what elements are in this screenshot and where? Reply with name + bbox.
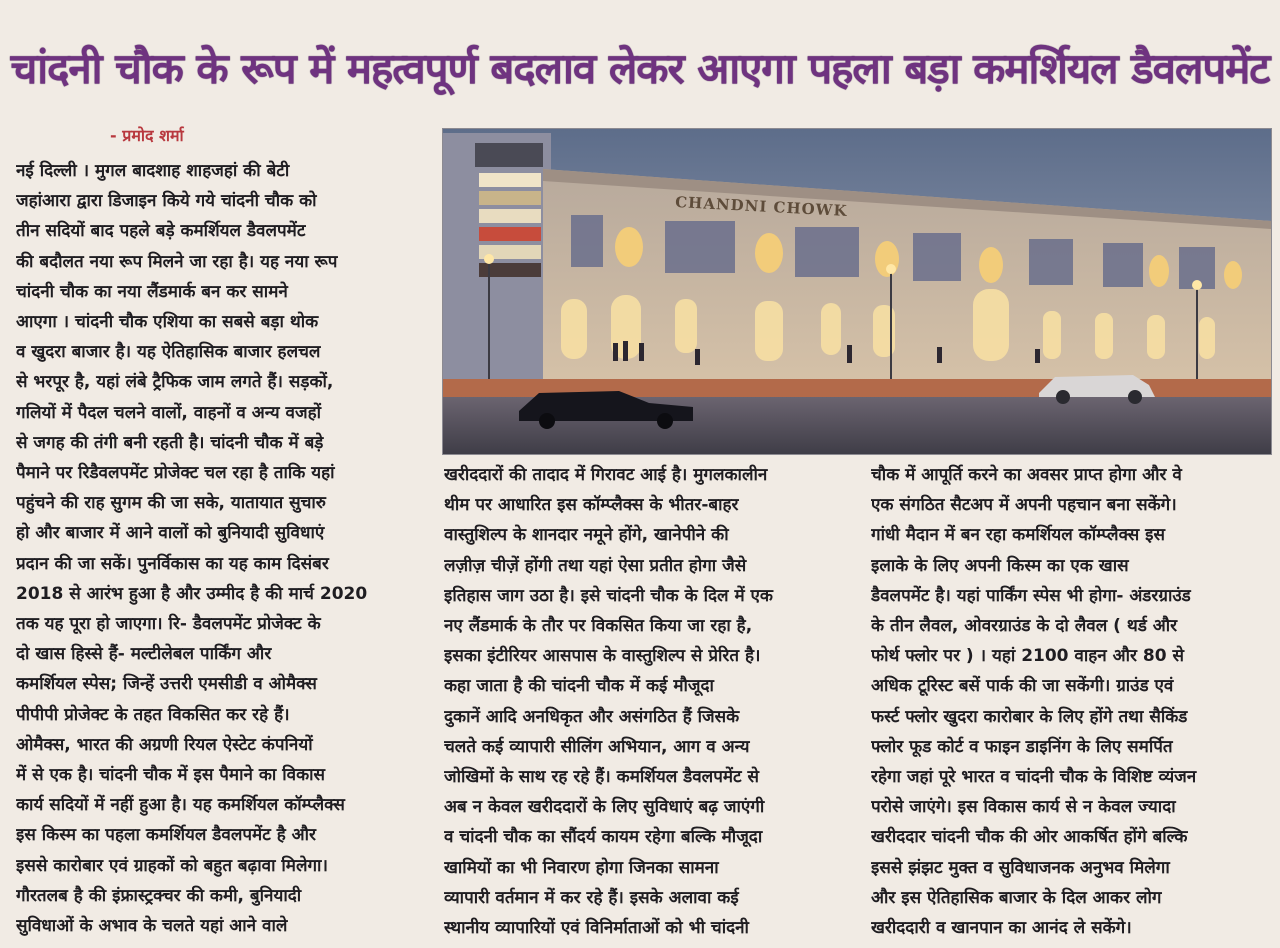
headline-container	[8, 22, 1272, 112]
text-line: इलाके के लिए अपनी किस्म का एक खास	[871, 555, 1129, 576]
text-line: की बदौलत नया रूप मिलने जा रहा है। यह नया रूप	[16, 251, 338, 272]
text-line: तीन सदियों बाद पहले बड़े कमर्शियल डैवलपमेंट	[16, 221, 306, 242]
text-line: कार्य सदियों में नहीं हुआ है। यह कमर्शियल कॉम्प्लैक्स	[16, 795, 345, 816]
text-line: सुविधाओं के अभाव के चलते यहां आने वाले	[16, 916, 288, 937]
text-line: और इस ऐतिहासिक बाजार के दिल आकर लोग	[871, 887, 1162, 908]
text-line: नए लैंडमार्क के तौर पर विकसित किया जा रहा है,	[444, 616, 753, 637]
text-line: खरीददार चांदनी चौक की ओर आकर्षित होंगे बल्कि	[871, 827, 1188, 848]
text-line: गौरतलब है की इंफ्रास्ट्रक्चर की कमी, बुनियादी	[16, 885, 302, 906]
text-line: में से एक है। चांदनी चौक में इस पैमाने का विकास	[16, 765, 326, 786]
text-line: खरीददारों की तादाद में गिरावट आई है। मुगलकालीन	[444, 465, 768, 485]
text-line: कहा जाता है की चांदनी चौक में कई मौजूदा	[444, 676, 714, 697]
text-line: जहांआरा द्वारा डिजाइन किये गये चांदनी चौक को	[16, 191, 317, 212]
column-2	[444, 460, 848, 943]
text-line: इसका इंटीरियर आसपास के वास्तुशिल्प से प्रेरित है।	[444, 646, 761, 667]
text-line: डैवलपमेंट है। यहां पार्किंग स्पेस भी होगा- अंडरग्राउंड	[871, 585, 1191, 606]
text-line: इससे कारोबार एवं ग्राहकों को बहुत बढ़ावा मिलेगा।	[16, 855, 328, 876]
text-line: तक यह पूरा हो जाएगा। रि- डैवलपमेंट प्रोजेक्ट के	[16, 614, 321, 635]
text-line: फ्लोर फूड कोर्ट व फाइन डाइनिंग के लिए समर्पित	[871, 736, 1173, 757]
text-line: नई दिल्ली । मुगल बादशाह शाहजहां की बेटी	[16, 161, 290, 181]
byline: - प्रमोद शर्मा	[110, 126, 184, 145]
text-line: चौक में आपूर्ति करने का अवसर प्राप्त होगा और वे	[871, 465, 1182, 485]
text-line: एक संगठित सैटअप में अपनी पहचान बना सकेंगे।	[871, 495, 1177, 516]
column-1	[16, 156, 424, 941]
text-line: व्यापारी वर्तमान में कर रहे हैं। इसके अलावा कई	[444, 887, 739, 908]
text-line: फोर्थ फ्लोर पर ) । यहां 2100 वाहन और 80 से	[871, 646, 1184, 667]
text-line: चांदनी चौक का नया लैंडमार्क बन कर सामने	[16, 281, 288, 302]
text-line: पहुंचने की राह सुगम की जा सके, यातायात सुचारु	[16, 493, 326, 514]
text-line: अधिक टूरिस्ट बसें पार्क की जा सकेंगी। ग्राउंड एवं	[871, 676, 1174, 697]
text-line: प्रदान की जा सकें। पुनर्विकास का यह काम दिसंबर	[16, 553, 329, 574]
text-line: लज़ीज़ चीज़ें होंगी तथा यहां ऐसा प्रतीत होगा जैसे	[444, 555, 747, 576]
text-line: स्थानीय व्यापारियों एवं विनिर्माताओं को भी चांदनी	[444, 918, 749, 939]
text-line: रहेगा जहां पूरे भारत व चांदनी चौक के विशिष्ट व्यंजन	[871, 767, 1197, 788]
text-line: फर्स्ट फ्लोर खुदरा कारोबार के लिए होंगे तथा सैकिंड	[871, 706, 1188, 727]
text-line: इतिहास जाग उठा है। इसे चांदनी चौक के दिल में एक	[444, 585, 773, 606]
text-line: व खुदरा बाजार है। यह ऐतिहासिक बाजार हलचल	[16, 342, 321, 363]
text-line: थीम पर आधारित इस कॉम्प्लैक्स के भीतर-बाहर	[444, 495, 739, 516]
text-line: वास्तुशिल्प के शानदार नमूने होंगे, खानेपीने की	[444, 525, 729, 546]
building-illustration	[443, 129, 1271, 454]
text-line: पैमाने पर रिडैवलपमेंट प्रोजेक्ट चल रहा है ताकि यहां	[16, 463, 335, 484]
text-line: परोसे जाएंगे। इस विकास कार्य से न केवल ज्यादा	[871, 797, 1176, 818]
text-line: पीपीपी प्रोजेक्ट के तहत विकसित कर रहे हैं।	[16, 704, 290, 725]
text-line: कमर्शियल स्पेस; जिन्हें उत्तरी एमसीडी व ओमैक्स	[16, 674, 317, 695]
text-line: के तीन लैवल, ओवरग्राउंड के दो लैवल ( थर्ड और	[871, 616, 1178, 637]
text-line: से भरपूर है, यहां लंबे ट्रैफिक जाम लगते हैं। सड़कों,	[16, 372, 334, 393]
text-line: गलियों में पैदल चलने वालों, वाहनों व अन्य वजहों	[16, 402, 322, 423]
text-line: दो खास हिस्से हैं- मल्टीलेबल पार्किंग और	[16, 644, 272, 665]
building-sign: CHANDNI CHOWK	[674, 193, 848, 221]
text-line: जोखिमों के साथ रह रहे हैं। कमर्शियल डैवलपमेंट से	[444, 767, 760, 788]
text-line: गांधी मैदान में बन रहा कमर्शियल कॉम्प्लैक्स इस	[871, 525, 1165, 546]
text-line: 2018 से आरंभ हुआ है और उम्मीद है की मार्च 2020	[16, 583, 368, 604]
text-line: इस किस्म का पहला कमर्शियल डैवलपमेंट है और	[16, 825, 316, 846]
building-photo	[442, 128, 1272, 455]
text-line: आएगा । चांदनी चौक एशिया का सबसे बड़ा थोक	[16, 312, 319, 333]
text-line: से जगह की तंगी बनी रहती है। चांदनी चौक में बड़े	[16, 432, 324, 453]
headline: चांदनी चौक के रूप में महत्वपूर्ण बदलाव लेकर आएगा पहला बड़ा कमर्शियल डैवलपमेंट	[10, 43, 1270, 93]
text-line: हो और बाजार में आने वालों को बुनियादी सुविधाएं	[16, 523, 325, 544]
text-line: व चांदनी चौक का सौंदर्य कायम रहेगा बल्कि मौजूदा	[444, 827, 763, 848]
column-3	[871, 460, 1275, 943]
text-line: चलते कई व्यापारी सीलिंग अभियान, आग व अन्य	[444, 736, 750, 757]
text-line: अब न केवल खरीददारों के लिए सुविधाएं बढ़ जाएंगी	[444, 797, 765, 818]
text-line: खामियों का भी निवारण होगा जिनका सामना	[444, 857, 719, 878]
text-line: ओमैक्स, भारत की अग्रणी रियल ऐस्टेट कंपनियों	[16, 734, 313, 755]
text-line: दुकानें आदि अनधिकृत और असंगठित हैं जिसके	[444, 706, 740, 727]
text-line: खरीददारी व खानपान का आनंद ले सकेंगे।	[871, 918, 1132, 939]
text-line: इससे झंझट मुक्त व सुविधाजनक अनुभव मिलेगा	[871, 857, 1170, 878]
